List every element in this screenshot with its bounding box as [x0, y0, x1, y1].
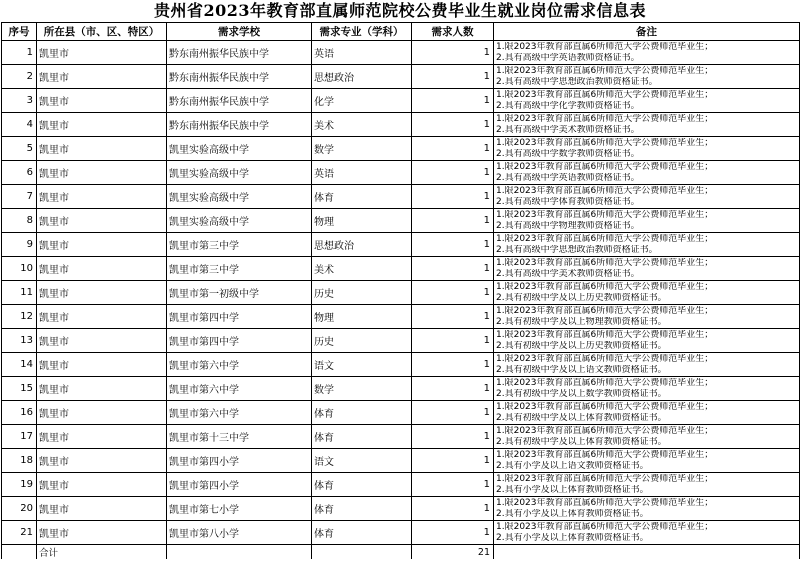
row-major[interactable]: 体育 [312, 425, 412, 449]
table-row [2, 449, 800, 473]
row-count[interactable]: 1 [412, 65, 494, 89]
row-county[interactable]: 凯里市 [37, 65, 167, 89]
table-row [2, 233, 800, 257]
row-county[interactable]: 凯里市 [37, 281, 167, 305]
row-county[interactable]: 凯里市 [37, 257, 167, 281]
row-index[interactable]: 15 [2, 377, 37, 401]
note-line: 2.具有高级中学思想政治教师资格证书。 [496, 244, 658, 255]
row-school[interactable]: 凯里市第十三中学 [167, 425, 312, 449]
row-county[interactable]: 凯里市 [37, 497, 167, 521]
table-row [2, 89, 800, 113]
row-count[interactable]: 1 [412, 281, 494, 305]
note-line: 1.限2023年教育部直属6所师范大学公费师范毕业生； [496, 90, 714, 100]
table-row [2, 65, 800, 89]
row-note[interactable] [494, 257, 800, 281]
row-count[interactable]: 1 [412, 89, 494, 113]
note-line: 1.限2023年教育部直属6所师范大学公费师范毕业生； [496, 186, 714, 196]
row-school[interactable]: 凯里市第六中学 [167, 401, 312, 425]
table-row [2, 137, 800, 161]
row-count[interactable]: 1 [412, 257, 494, 281]
row-school[interactable]: 凯里实验高级中学 [167, 185, 312, 209]
note-line: 1.限2023年教育部直属6所师范大学公费师范毕业生； [496, 522, 714, 532]
row-note[interactable] [494, 209, 800, 233]
row-major[interactable]: 英语 [312, 41, 412, 65]
row-note[interactable] [494, 161, 800, 185]
row-county[interactable]: 凯里市 [37, 329, 167, 353]
row-note[interactable] [494, 329, 800, 353]
row-county[interactable]: 凯里市 [37, 137, 167, 161]
row-note[interactable] [494, 353, 800, 377]
row-school[interactable]: 凯里实验高级中学 [167, 209, 312, 233]
note-line: 1.限2023年教育部直属6所师范大学公费师范毕业生； [496, 378, 714, 388]
row-note[interactable] [494, 113, 800, 137]
total-row [2, 545, 800, 560]
row-note[interactable] [494, 377, 800, 401]
note-line: 2.具有高级中学英语教师资格证书。 [496, 172, 640, 183]
row-county[interactable]: 凯里市 [37, 89, 167, 113]
row-major[interactable]: 物理 [312, 209, 412, 233]
note-line: 1.限2023年教育部直属6所师范大学公费师范毕业生； [496, 426, 714, 436]
row-index[interactable]: 4 [2, 113, 37, 137]
note-line: 2.具有高级中学物理教师资格证书。 [496, 220, 640, 231]
row-school[interactable]: 凯里市第八小学 [167, 521, 312, 545]
header-count[interactable]: 需求人数 [412, 23, 494, 41]
row-major[interactable]: 体育 [312, 401, 412, 425]
row-county[interactable]: 凯里市 [37, 473, 167, 497]
row-county[interactable]: 凯里市 [37, 113, 167, 137]
row-county[interactable]: 凯里市 [37, 185, 167, 209]
row-index[interactable]: 2 [2, 65, 37, 89]
note-line: 2.具有小学及以上体育教师资格证书。 [496, 484, 649, 495]
row-index[interactable]: 1 [2, 41, 37, 65]
table-row [2, 161, 800, 185]
row-note[interactable] [494, 89, 800, 113]
note-line: 2.具有初级中学及以上体育教师资格证书。 [496, 412, 667, 423]
row-index[interactable]: 20 [2, 497, 37, 521]
row-count[interactable]: 1 [412, 305, 494, 329]
total-note-cell[interactable] [494, 545, 800, 560]
header-note[interactable]: 备注 [494, 23, 800, 41]
table-row [2, 257, 800, 281]
row-major[interactable]: 美术 [312, 113, 412, 137]
table-row [2, 209, 800, 233]
note-line: 2.具有高级中学体育教师资格证书。 [496, 196, 640, 207]
row-major[interactable]: 历史 [312, 329, 412, 353]
note-line: 2.具有初级中学及以上数学教师资格证书。 [496, 388, 667, 399]
total-major-cell[interactable] [312, 545, 412, 560]
note-line: 2.具有高级中学数学教师资格证书。 [496, 148, 640, 159]
header-county[interactable]: 所在县（市、区、特区） [37, 23, 167, 41]
header-row [2, 23, 800, 41]
row-school[interactable]: 凯里市第三中学 [167, 257, 312, 281]
row-major[interactable]: 历史 [312, 281, 412, 305]
page-title: 贵州省2023年教育部直属师范院校公费毕业生就业岗位需求信息表 [153, 1, 647, 20]
row-note[interactable] [494, 41, 800, 65]
row-major[interactable]: 数学 [312, 377, 412, 401]
row-note[interactable] [494, 137, 800, 161]
row-school[interactable]: 黔东南州振华民族中学 [167, 113, 312, 137]
note-line: 2.具有初级中学及以上物理教师资格证书。 [496, 316, 667, 327]
header-major[interactable]: 需求专业（学科） [312, 23, 412, 41]
note-line: 1.限2023年教育部直属6所师范大学公费师范毕业生； [496, 234, 714, 244]
row-school[interactable]: 凯里市第六中学 [167, 377, 312, 401]
row-count[interactable]: 1 [412, 209, 494, 233]
note-line: 1.限2023年教育部直属6所师范大学公费师范毕业生； [496, 474, 714, 484]
note-line: 1.限2023年教育部直属6所师范大学公费师范毕业生； [496, 258, 714, 268]
table-row [2, 41, 800, 65]
table-row [2, 281, 800, 305]
row-count[interactable]: 1 [412, 41, 494, 65]
row-county[interactable]: 凯里市 [37, 305, 167, 329]
row-school[interactable]: 凯里市第六中学 [167, 353, 312, 377]
row-count[interactable]: 1 [412, 329, 494, 353]
row-major[interactable]: 数学 [312, 137, 412, 161]
row-school[interactable]: 凯里市第一初级中学 [167, 281, 312, 305]
note-line: 1.限2023年教育部直属6所师范大学公费师范毕业生； [496, 138, 714, 148]
row-index[interactable]: 12 [2, 305, 37, 329]
note-line: 2.具有初级中学及以上语文教师资格证书。 [496, 364, 667, 375]
row-count[interactable]: 1 [412, 233, 494, 257]
note-line: 1.限2023年教育部直属6所师范大学公费师范毕业生； [496, 402, 714, 412]
row-index[interactable]: 5 [2, 137, 37, 161]
row-school[interactable]: 凯里市第四小学 [167, 449, 312, 473]
row-count[interactable]: 1 [412, 353, 494, 377]
row-major[interactable]: 体育 [312, 497, 412, 521]
row-school[interactable]: 凯里市第三中学 [167, 233, 312, 257]
row-count[interactable]: 1 [412, 425, 494, 449]
row-index[interactable]: 11 [2, 281, 37, 305]
row-major[interactable]: 思想政治 [312, 233, 412, 257]
row-major[interactable]: 体育 [312, 185, 412, 209]
row-school[interactable]: 凯里市第四小学 [167, 473, 312, 497]
table-row [2, 185, 800, 209]
total-count[interactable]: 21 [412, 545, 494, 560]
note-line: 2.具有小学及以上体育教师资格证书。 [496, 532, 649, 543]
row-county[interactable]: 凯里市 [37, 401, 167, 425]
row-major[interactable]: 语文 [312, 353, 412, 377]
row-school[interactable]: 凯里市第四中学 [167, 305, 312, 329]
row-note[interactable] [494, 425, 800, 449]
row-count[interactable]: 1 [412, 185, 494, 209]
row-major[interactable]: 思想政治 [312, 65, 412, 89]
total-index-cell[interactable] [2, 545, 37, 560]
row-count[interactable]: 1 [412, 449, 494, 473]
row-major[interactable]: 化学 [312, 89, 412, 113]
note-line: 1.限2023年教育部直属6所师范大学公费师范毕业生； [496, 282, 714, 292]
total-label[interactable]: 合计 [37, 545, 167, 560]
table-row [2, 329, 800, 353]
row-school[interactable]: 凯里实验高级中学 [167, 137, 312, 161]
table-row [2, 113, 800, 137]
row-index[interactable]: 16 [2, 401, 37, 425]
row-note[interactable] [494, 473, 800, 497]
table-row [2, 401, 800, 425]
table-row [2, 473, 800, 497]
note-line: 2.具有初级中学及以上体育教师资格证书。 [496, 436, 667, 447]
row-index[interactable]: 3 [2, 89, 37, 113]
row-county[interactable]: 凯里市 [37, 377, 167, 401]
note-line: 1.限2023年教育部直属6所师范大学公费师范毕业生； [496, 498, 714, 508]
row-major[interactable]: 语文 [312, 449, 412, 473]
row-note[interactable] [494, 521, 800, 545]
note-line: 2.具有高级中学美术教师资格证书。 [496, 268, 640, 279]
table-row [2, 521, 800, 545]
row-index[interactable]: 6 [2, 161, 37, 185]
row-note[interactable] [494, 185, 800, 209]
row-county[interactable]: 凯里市 [37, 209, 167, 233]
note-line: 1.限2023年教育部直属6所师范大学公费师范毕业生； [496, 162, 714, 172]
note-line: 2.具有初级中学及以上历史教师资格证书。 [496, 340, 667, 351]
row-index[interactable]: 9 [2, 233, 37, 257]
table-row [2, 497, 800, 521]
row-count[interactable]: 1 [412, 161, 494, 185]
row-count[interactable]: 1 [412, 401, 494, 425]
demand-table [1, 22, 800, 559]
total-school-cell[interactable] [167, 545, 312, 560]
header-school[interactable]: 需求学校 [167, 23, 312, 41]
note-line: 1.限2023年教育部直属6所师范大学公费师范毕业生； [496, 114, 714, 124]
row-county[interactable]: 凯里市 [37, 353, 167, 377]
header-index[interactable]: 序号 [2, 23, 37, 41]
row-county[interactable]: 凯里市 [37, 449, 167, 473]
table-row [2, 377, 800, 401]
row-count[interactable]: 1 [412, 377, 494, 401]
row-index[interactable]: 21 [2, 521, 37, 545]
row-major[interactable]: 体育 [312, 473, 412, 497]
row-note[interactable] [494, 497, 800, 521]
row-index[interactable]: 10 [2, 257, 37, 281]
table-row [2, 353, 800, 377]
row-county[interactable]: 凯里市 [37, 161, 167, 185]
note-line: 1.限2023年教育部直属6所师范大学公费师范毕业生； [496, 354, 714, 364]
row-index[interactable]: 8 [2, 209, 37, 233]
row-count[interactable]: 1 [412, 521, 494, 545]
row-count[interactable]: 1 [412, 113, 494, 137]
note-line: 1.限2023年教育部直属6所师范大学公费师范毕业生； [496, 66, 714, 76]
row-school[interactable]: 黔东南州振华民族中学 [167, 89, 312, 113]
row-count[interactable]: 1 [412, 473, 494, 497]
note-line: 2.具有高级中学英语教师资格证书。 [496, 52, 640, 63]
row-note[interactable] [494, 233, 800, 257]
note-line: 1.限2023年教育部直属6所师范大学公费师范毕业生； [496, 330, 714, 340]
row-major[interactable]: 物理 [312, 305, 412, 329]
row-county[interactable]: 凯里市 [37, 425, 167, 449]
row-school[interactable]: 黔东南州振华民族中学 [167, 65, 312, 89]
row-count[interactable]: 1 [412, 497, 494, 521]
note-line: 2.具有高级中学化学教师资格证书。 [496, 100, 640, 111]
note-line: 1.限2023年教育部直属6所师范大学公费师范毕业生； [496, 306, 714, 316]
note-line: 2.具有小学及以上语文教师资格证书。 [496, 460, 649, 471]
row-note[interactable] [494, 401, 800, 425]
row-note[interactable] [494, 305, 800, 329]
note-line: 2.具有小学及以上体育教师资格证书。 [496, 508, 649, 519]
table-row [2, 425, 800, 449]
row-school[interactable]: 凯里市第四中学 [167, 329, 312, 353]
row-index[interactable]: 19 [2, 473, 37, 497]
row-note[interactable] [494, 449, 800, 473]
note-line: 2.具有高级中学思想政治教师资格证书。 [496, 76, 658, 87]
row-major[interactable]: 美术 [312, 257, 412, 281]
row-note[interactable] [494, 281, 800, 305]
row-note[interactable] [494, 65, 800, 89]
row-county[interactable]: 凯里市 [37, 41, 167, 65]
row-major[interactable]: 体育 [312, 521, 412, 545]
note-line: 1.限2023年教育部直属6所师范大学公费师范毕业生； [496, 450, 714, 460]
row-index[interactable]: 17 [2, 425, 37, 449]
row-county[interactable]: 凯里市 [37, 521, 167, 545]
row-school[interactable]: 凯里市第七小学 [167, 497, 312, 521]
note-line: 2.具有高级中学美术教师资格证书。 [496, 124, 640, 135]
row-school[interactable]: 凯里实验高级中学 [167, 161, 312, 185]
row-county[interactable]: 凯里市 [37, 233, 167, 257]
row-school[interactable]: 黔东南州振华民族中学 [167, 41, 312, 65]
table-row [2, 305, 800, 329]
note-line: 1.限2023年教育部直属6所师范大学公费师范毕业生； [496, 42, 714, 52]
note-line: 1.限2023年教育部直属6所师范大学公费师范毕业生； [496, 210, 714, 220]
row-index[interactable]: 14 [2, 353, 37, 377]
row-index[interactable]: 13 [2, 329, 37, 353]
note-line: 2.具有初级中学及以上历史教师资格证书。 [496, 292, 667, 303]
row-index[interactable]: 7 [2, 185, 37, 209]
row-major[interactable]: 英语 [312, 161, 412, 185]
row-count[interactable]: 1 [412, 137, 494, 161]
row-index[interactable]: 18 [2, 449, 37, 473]
